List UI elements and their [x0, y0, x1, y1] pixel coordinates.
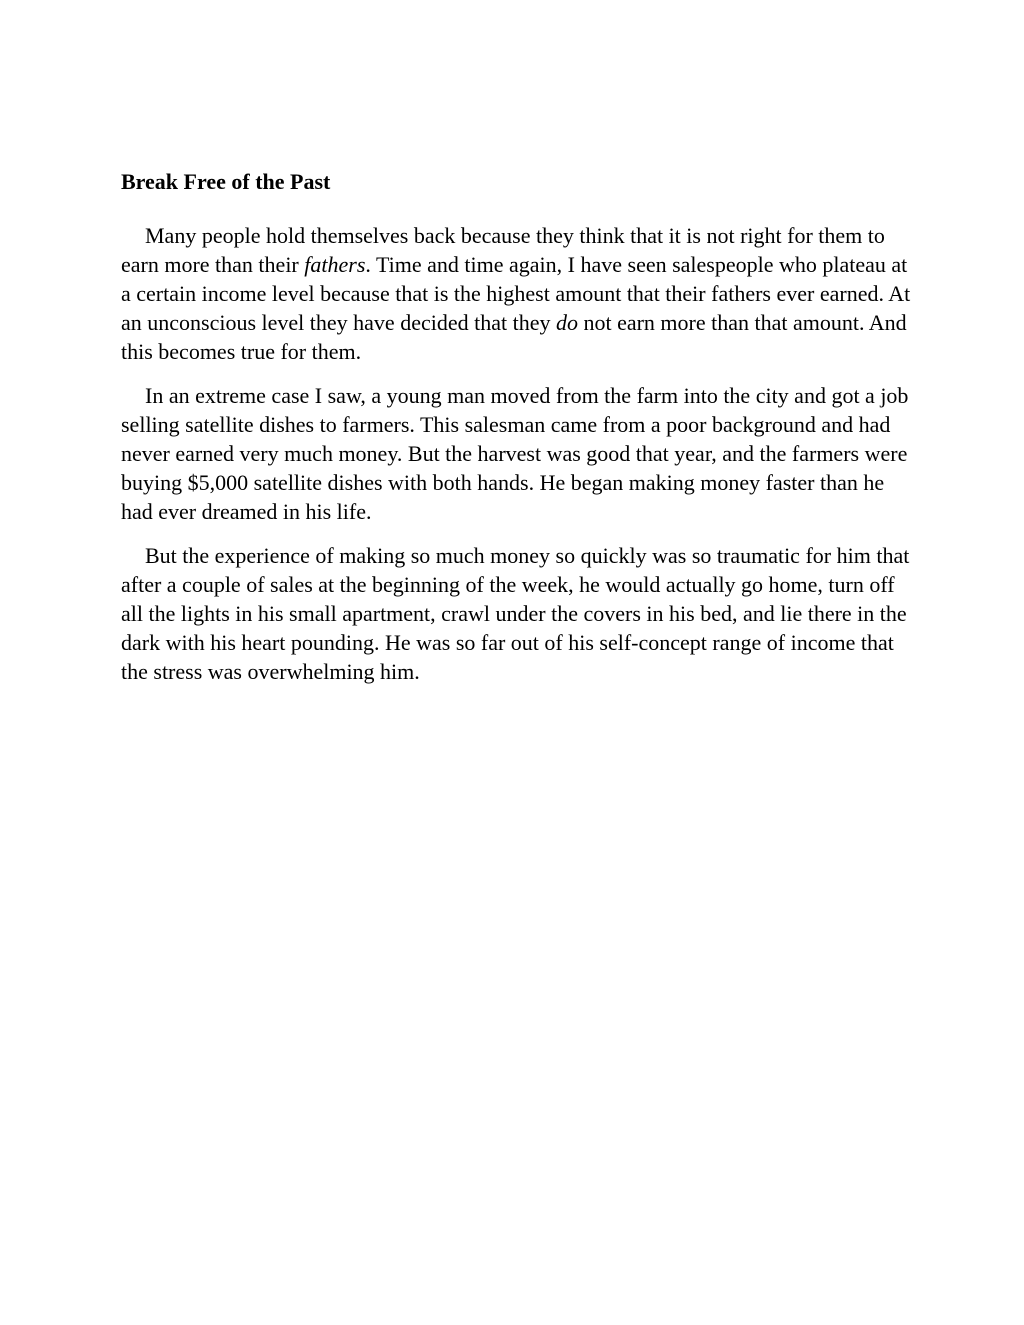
- paragraph-text: In an extreme case I saw, a young man moved from the farm into the city and got a job selling satellite dishes to farmers. This salesman came from a poor background and had never earned very much money. But the harvest was good that year, and the farmers were buying $5,000 satellite dishes with both hands. He began making money faster than he had ever dreamed in his life.: [121, 383, 909, 524]
- paragraph-3: [121, 541, 911, 686]
- paragraph-text: But the experience of making so much money so quickly was so traumatic for him that after a couple of sales at the beginning of the week, he would actually go home, turn off all the lights in his small apartment, crawl under the covers in his bed, and lie there in the dark with his heart pounding. He was so far out of his self-concept range of income that the stress was overwhelming him.: [121, 543, 910, 684]
- document-page: [121, 168, 911, 701]
- paragraph-text: not earn more than that amount. And this becomes true for them.: [121, 310, 907, 364]
- paragraph-text: . Time and time again, I have seen salespeople who plateau at a certain income level because that is the highest amount that their fathers ever earned. At an unconscious level they have decided that they: [121, 252, 911, 335]
- section-heading: Break Free of the Past: [121, 169, 331, 194]
- italic-text: do: [555, 310, 578, 335]
- italic-text: fathers: [304, 252, 366, 277]
- paragraph-2: [121, 381, 911, 526]
- paragraph-1: [121, 221, 911, 366]
- paragraph-text: Many people hold themselves back because they think that it is not right for them to earn more than their: [121, 223, 885, 277]
